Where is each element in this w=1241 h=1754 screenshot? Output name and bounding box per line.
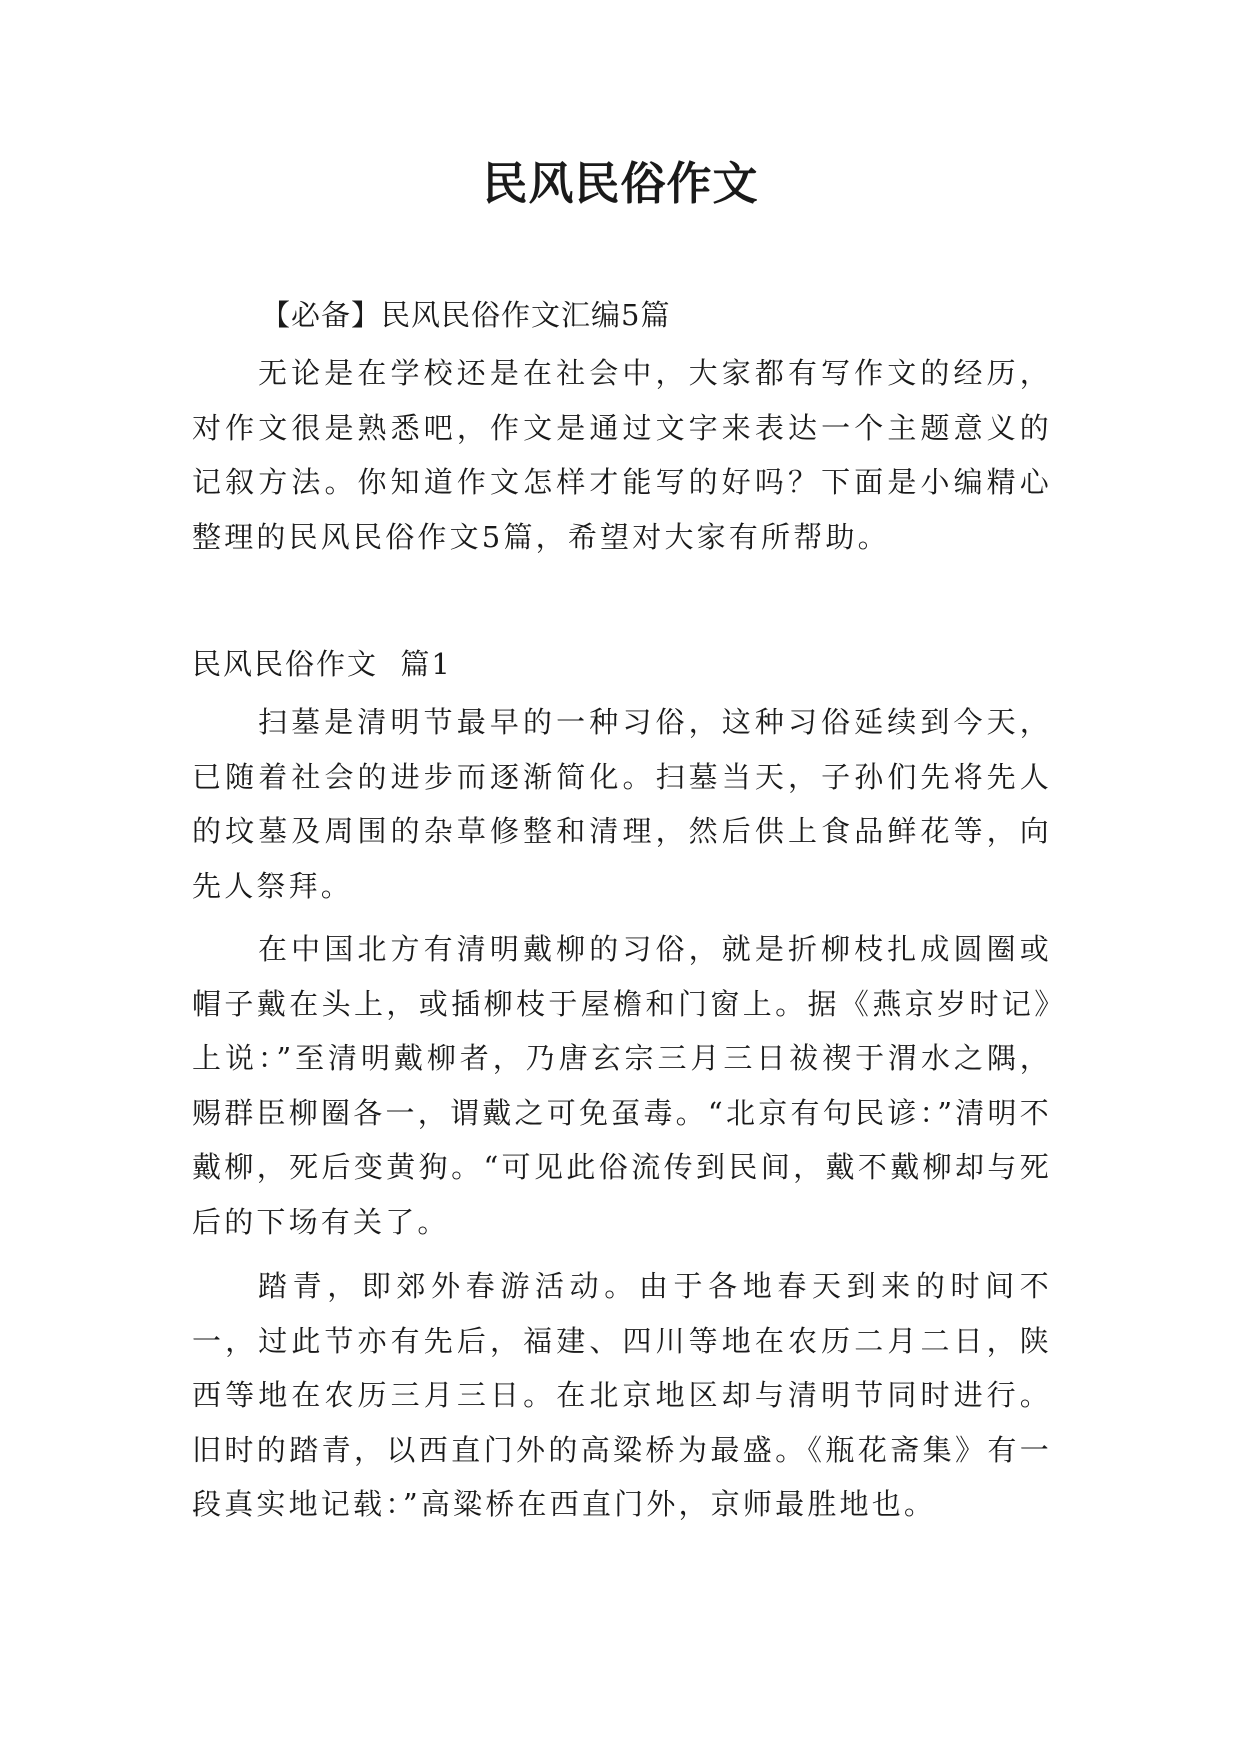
- body-paragraph: 扫墓是清明节最早的一种习俗，这种习俗延续到今天，已随着社会的进步而逐渐简化。扫墓当天，子孙们先将先人的坟墓及周围的杂草修整和清理，然后供上食品鲜花等，向先人祭拜。: [192, 705, 1052, 903]
- body-paragraph: 在中国北方有清明戴柳的习俗，就是折柳枝扎成圆圈或帽子戴在头上，或插柳枝于屋檐和门窗上。据《燕京岁时记》上说：”至清明戴柳者，乃唐玄宗三月三日祓禊于渭水之隅，赐群臣柳圈各一，谓戴之可免虿毒。“北京有句民谚：”清明不戴柳，死后变黄狗。“可见此俗流传到民间，戴不戴柳却与死后的下场有关了。: [192, 932, 1052, 1239]
- document-subtitle: 【必备】民风民俗作文汇编5篇: [261, 298, 671, 332]
- body-paragraph: 踏青，即郊外春游活动。由于各地春天到来的时间不一，过此节亦有先后，福建、四川等地在农历二月二日，陕西等地在农历三月三日。在北京地区却与清明节同时进行。旧时的踏青，以西直门外的高粱桥为最盛。《瓶花斋集》有一段真实地记载：”高粱桥在西直门外，京师最胜地也。: [192, 1269, 1052, 1522]
- intro-paragraph: 无论是在学校还是在社会中，大家都有写作文的经历，对作文很是熟悉吧，作文是通过文字来表达一个主题意义的记叙方法。你知道作文怎样才能写的好吗？下面是小编精心整理的民风民俗作文5篇，希望对大家有所帮助。: [192, 356, 1052, 554]
- section-heading: 民风民俗作文 篇1: [192, 647, 452, 681]
- document-title: 民风民俗作文: [482, 157, 759, 210]
